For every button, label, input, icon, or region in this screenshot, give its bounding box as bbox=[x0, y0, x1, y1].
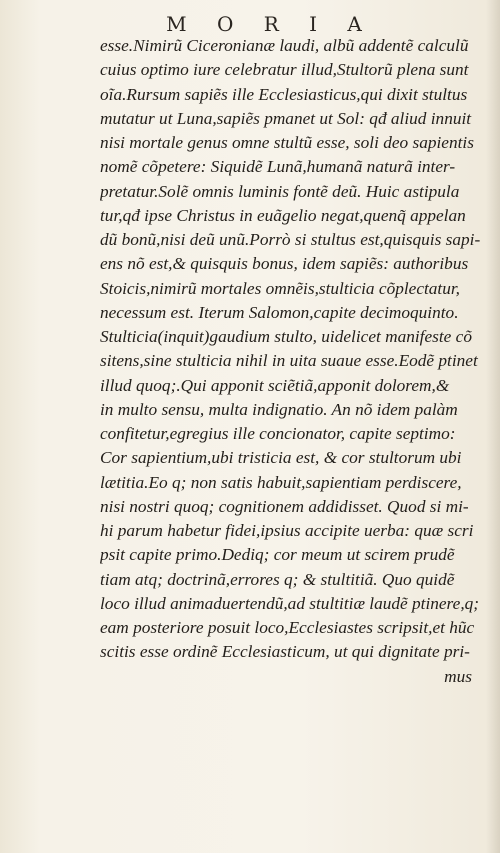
text-line: confitetur,egregius ille concionator, capite septimo: bbox=[100, 424, 456, 443]
catchword: mus bbox=[444, 666, 472, 686]
page-edge-shadow bbox=[486, 0, 500, 853]
text-line: hi parum habetur fidei,ipsius accipite uerba: quæ scri bbox=[100, 521, 474, 540]
text-line: Stoicis,nimirũ mortales omnẽis,stulticia cõplectatur, bbox=[100, 278, 461, 298]
text-line: loco illud animaduertendũ,ad stultitiæ laudẽ ptinere,q; bbox=[100, 593, 480, 613]
text-line: sitens,sine stulticia nihil in uita suaue esse.Eodẽ ptinet bbox=[100, 351, 478, 371]
text-line: dũ bonũ,nisi deũ unũ.Porrò si stultus est,quisquis sapi- bbox=[100, 230, 480, 249]
text-line: nisi mortale genus omne stultũ esse, soli deo sapientis bbox=[100, 133, 474, 152]
text-line: Stulticia(inquit)gaudium stulto, uidelicet manifeste cõ bbox=[100, 327, 472, 346]
text-line: esse.Nimirũ Ciceronianæ laudi, albũ addentẽ calculũ bbox=[100, 36, 469, 55]
text-line: illud quoq;.Qui apponit sciẽtiã,apponit dolorem,& bbox=[100, 375, 450, 395]
text-line: scitis esse ordinẽ Ecclesiasticum, ut qui dignitate pri- bbox=[100, 642, 470, 662]
text-line: nomẽ cõpetere: Siquidẽ Lunã,humanã naturã inter- bbox=[100, 157, 456, 177]
text-line: ens nõ est,& quisquis bonus, idem sapiẽs: authoribus bbox=[100, 254, 469, 274]
text-line: nisi nostri quoq; cognitionem addidisset. Quod si mi- bbox=[100, 496, 469, 516]
text-line: cuius optimo iure celebratur illud,Stultorũ plena sunt bbox=[100, 60, 469, 80]
text-line: in multo sensu, multa indignatio. An nõ idem palàm bbox=[100, 399, 458, 419]
text-line: eam posteriore posuit loco,Ecclesiastes scripsit,et hũc bbox=[100, 618, 475, 637]
text-line: pretatur.Solẽ omnis luminis fontẽ deũ. Huic astipula bbox=[100, 181, 460, 201]
text-line: necessum est. Iterum Salomon,capite decimoquinto. bbox=[100, 302, 459, 322]
text-line: lætitia.Eo q; non satis habuit,sapientiam perdiscere, bbox=[100, 472, 462, 492]
text-line: Cor sapientium,ubi tristicia est, & cor stultorum ubi bbox=[100, 448, 462, 468]
text-line: psit capite primo.Dediq; cor meum ut scirem prudẽ bbox=[100, 545, 455, 565]
text-line: tur,qđ ipse Christus in euãgelio negat,quenq̃ appelan bbox=[100, 205, 466, 225]
text-line: mutatur ut Luna,sapiẽs pmanet ut Sol: qđ aliud innuit bbox=[100, 108, 472, 128]
text-line: tiam atq; doctrinã,errores q; & stultitiã. Quo quidẽ bbox=[100, 569, 455, 589]
running-header: M O R I A bbox=[166, 12, 374, 36]
text-line: oĩa.Rursum sapiẽs ille Ecclesiasticus,qui dixit stultus bbox=[100, 84, 468, 104]
body-text-block bbox=[100, 34, 480, 689]
